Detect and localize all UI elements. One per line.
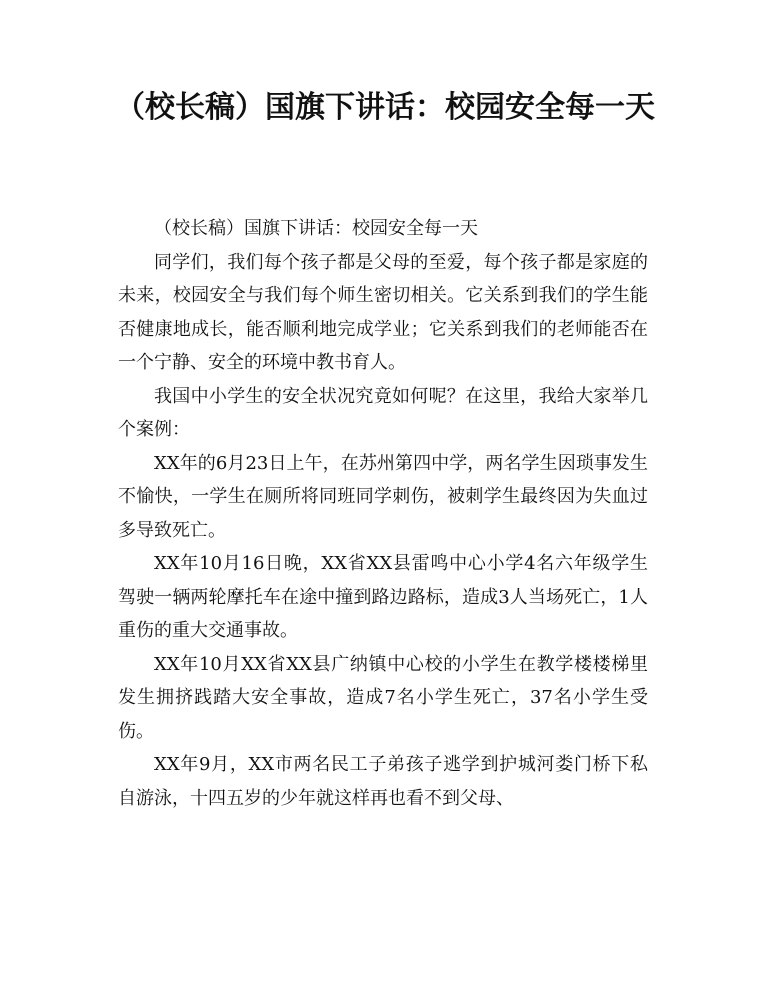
paragraph: XX年9月，XX市两名民工子弟孩子逃学到护城河娄门桥下私自游泳，十四五岁的少年就这样再也看不到父母、 bbox=[118, 754, 648, 809]
paragraph: （校长稿）国旗下讲话：校园安全每一天 bbox=[154, 218, 478, 239]
document-body bbox=[118, 212, 648, 815]
paragraph: XX年的6月23日上午，在苏州第四中学，两名学生因琐事发生不愉快，一学生在厕所将同班同学刺伤，被刺学生最终因为失血过多导致死亡。 bbox=[118, 452, 648, 541]
document-title: （校长稿）国旗下讲话：校园安全每一天 bbox=[115, 90, 655, 125]
paragraph: XX年10月16日晚，XX省XX县雷鸣中心小学4名六年级学生驾驶一辆两轮摩托车在途中撞到路边路标，造成3人当场死亡，1人重伤的重大交通事故。 bbox=[118, 553, 648, 641]
paragraph: XX年10月XX省XX县广纳镇中心校的小学生在教学楼楼梯里发生拥挤践踏大安全事故，造成7名小学生死亡，37名小学生受伤。 bbox=[118, 653, 648, 742]
paragraph: 我国中小学生的安全状况究竟如何呢？在这里，我给大家举几个案例： bbox=[118, 385, 648, 440]
paragraph: 同学们，我们每个孩子都是父母的至爱，每个孩子都是家庭的未来，校园安全与我们每个师生密切相关。它关系到我们的学生能否健康地成长，能否顺利地完成学业；它关系到我们的老师能否在一个宁静、安全的环境中教书育人。 bbox=[118, 251, 648, 373]
